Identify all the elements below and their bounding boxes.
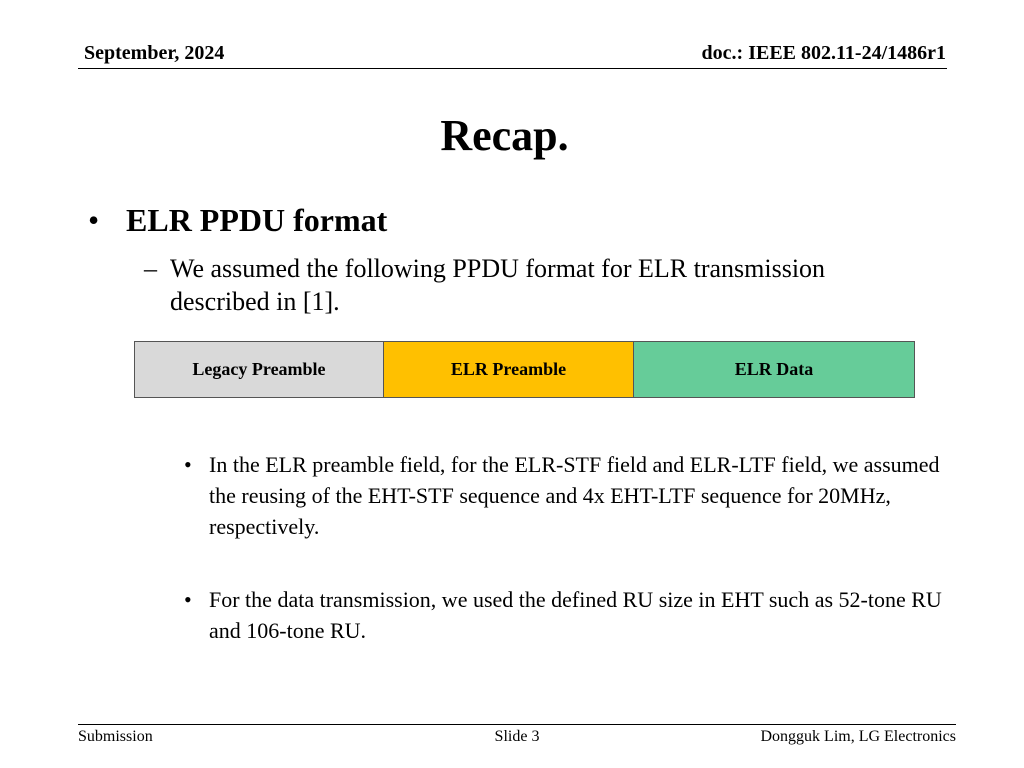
ppdu-format-diagram	[134, 341, 915, 398]
detail-bullet-text: In the ELR preamble field, for the ELR-STF field and ELR-LTF field, we assumed the reusing of the EHT-STF sequence and 4x EHT-LTF sequence for 20MHz, respectively.	[209, 452, 940, 539]
bullet-marker: •	[184, 452, 192, 477]
header-doc-id: doc.: IEEE 802.11-24/1486r1	[701, 42, 946, 64]
field-elr-data: ELR Data	[634, 342, 914, 397]
bullet-marker: •	[184, 587, 192, 612]
slide-title: Recap.	[440, 111, 569, 160]
field-elr-preamble: ELR Preamble	[384, 342, 634, 397]
dash-marker: –	[144, 254, 157, 283]
footer-slide-number: Slide 3	[494, 728, 540, 745]
sub-bullet	[144, 252, 924, 318]
detail-bullet-preamble	[184, 449, 944, 542]
header-divider	[78, 68, 947, 69]
footer-submission: Submission	[78, 728, 153, 745]
footer-author: Dongguk Lim, LG Electronics	[760, 728, 956, 745]
detail-bullet-text: For the data transmission, we used the defined RU size in EHT such as 52-tone RU and 106-tone RU.	[209, 587, 942, 643]
sub-bullet-text: We assumed the following PPDU format for ELR transmission described in [1].	[170, 254, 826, 316]
detail-bullet-data	[184, 584, 944, 646]
footer-divider	[78, 724, 956, 725]
main-bullet-text: ELR PPDU format	[126, 202, 388, 238]
header-date: September, 2024	[84, 42, 225, 64]
field-legacy-preamble: Legacy Preamble	[135, 342, 384, 397]
bullet-marker: •	[88, 202, 100, 238]
